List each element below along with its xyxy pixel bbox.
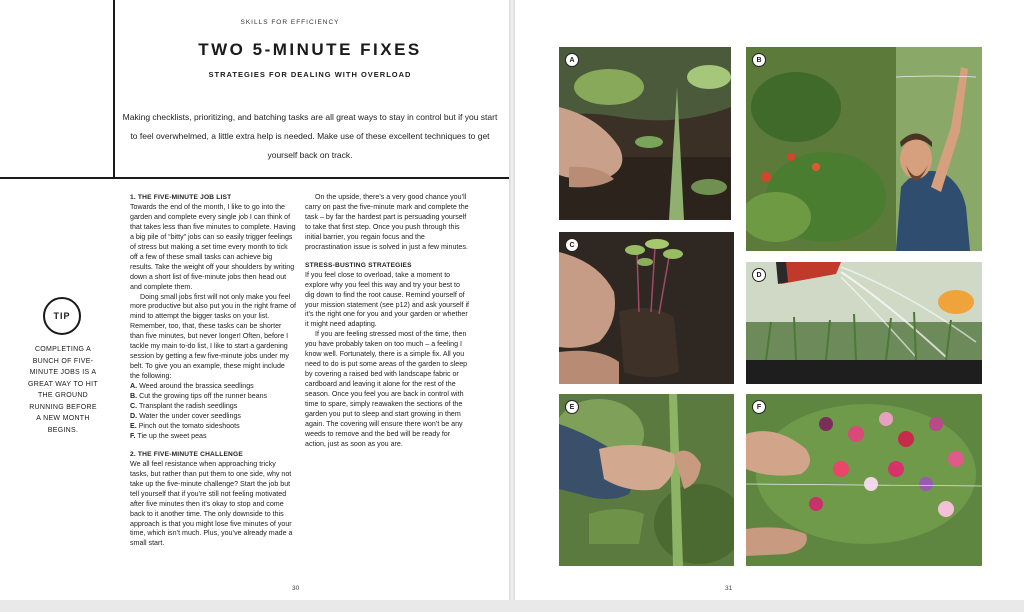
- page-subtitle: STRATEGIES FOR DEALING WITH OVERLOAD: [208, 70, 412, 79]
- list-item: F. Tie up the sweet peas: [130, 431, 207, 440]
- watering-seedlings-photo: [746, 262, 982, 384]
- list-item: A. Weed around the brassica seedlings: [130, 382, 254, 391]
- section2-para2: On the upside, there’s a very good chance you’ll carry on past the five-minute mark and complete the task – by far the hardest part is persuading yourself to take that first step. Once you push through this initial barrier, you regain focus and the procrastination issue is solved in just a few minutes.: [305, 193, 469, 251]
- section2-para1: We all feel resistance when approaching tricky tasks, but rather than put them to one side, why not take up the five-minute challenge? Start the job but tell yourself that if you’re still not feeling motivated after five minutes then it’s okay to stop and come back to it another time. The only downside to this approach is that you might lose five minutes of your time, which isn’t much. Plus, you’ve already made a small start.: [130, 459, 293, 548]
- intro-paragraph: Making checklists, prioritizing, and batching tasks are all great ways to stay in control but if you start to feel overwhelmed, a little extra help is needed. Make use of these excellent techniques to get yourself back on track.: [122, 112, 498, 160]
- running-head: SKILLS FOR EFFICIENCY: [240, 19, 340, 26]
- photo-label: B: [752, 53, 766, 67]
- tip-text: COMPLETING A BUNCH OF FIVE-MINUTE JOBS IS A GREAT WAY TO HIT THE GROUND RUNNING BEFORE A NEW MONTH BEGINS.: [28, 346, 98, 434]
- section2-heading: 2. THE FIVE-MINUTE CHALLENGE: [130, 450, 243, 458]
- page-number-right: 31: [725, 585, 733, 592]
- list-item: D. Water the under cover seedlings: [130, 411, 241, 420]
- section1-para2: Doing small jobs first will not only make you feel more productive but also put you in the right frame of mind to attempt the bigger tasks on your list. Remember, too, that, these tasks can be shorter than five minutes, but never longer! Often, before I tackle my main to-do list, I like to start a gardening session by getting a few five-minute jobs under my belt. To give you an example, these might include the following:: [130, 292, 297, 381]
- section3-para2: If you are feeling stressed most of the time, then you have probably taken on too much – a feeling I know well. Fortunately, there is a simple fix. All you need to do is put some areas of the garden to sleep by covering a raised bed with landscape fabric or cardboard and leaving it alone for the rest of the season. Once you feel you are back in control with time to spare, simply reawaken the sections of the garden you put to sleep and start growing in them again. The covering will ensure there won’t be any weeds to remove and the bed will be ready for action, just as soon as you are.: [305, 330, 468, 448]
- section3-para1: If you feel close to overload, take a moment to explore why you feel this way and try your best to dig down to find the root cause. Remind yourself of your mission statement (see p12) and ask yourself if it’s the right one for you and your garden or whether it might need adapting.: [305, 270, 470, 329]
- left-page: [0, 0, 509, 600]
- section1-para1: Towards the end of the month, I like to go into the garden and complete every single job I can think of that takes less than five minutes to complete. Having a big pile of “bitty” jobs can so easily trigger feelings of stress but making a set time every month to tick off a few of these small tasks can achieve big results. Take the weight off your shoulders by writing down a short list of five-minute jobs then head out and complete them.: [130, 202, 296, 291]
- list-item: C. Transplant the radish seedlings: [130, 402, 238, 411]
- photo-label: D: [752, 268, 766, 282]
- right-page: [515, 0, 1024, 600]
- section1-heading: 1. THE FIVE-MINUTE JOB LIST: [130, 194, 232, 201]
- list-item: E. Pinch out the tomato sideshoots: [130, 421, 240, 430]
- text-column-1: [130, 193, 296, 549]
- photo-label: A: [565, 53, 579, 67]
- list-item: B. Cut the growing tips off the runner beans: [130, 392, 268, 401]
- page-title: TWO 5-MINUTE FIXES: [198, 40, 422, 59]
- radish-seedlings-photo: [559, 232, 734, 384]
- text-column-2: [305, 193, 471, 450]
- sweet-peas-photo: [746, 394, 982, 566]
- horizontal-rule: [0, 177, 509, 179]
- vertical-rule: [113, 0, 115, 178]
- tomato-sideshoots-photo: [559, 394, 734, 566]
- runner-beans-photo: [746, 47, 982, 251]
- weeding-seedlings-photo: [559, 47, 731, 220]
- photo-label: F: [752, 400, 766, 414]
- section3-heading: STRESS-BUSTING STRATEGIES: [305, 261, 412, 269]
- job-list: [130, 382, 296, 442]
- tip-badge: TIP: [43, 297, 81, 335]
- photo-label: E: [565, 400, 579, 414]
- photo-label: C: [565, 238, 579, 252]
- page-number-left: 30: [292, 585, 300, 592]
